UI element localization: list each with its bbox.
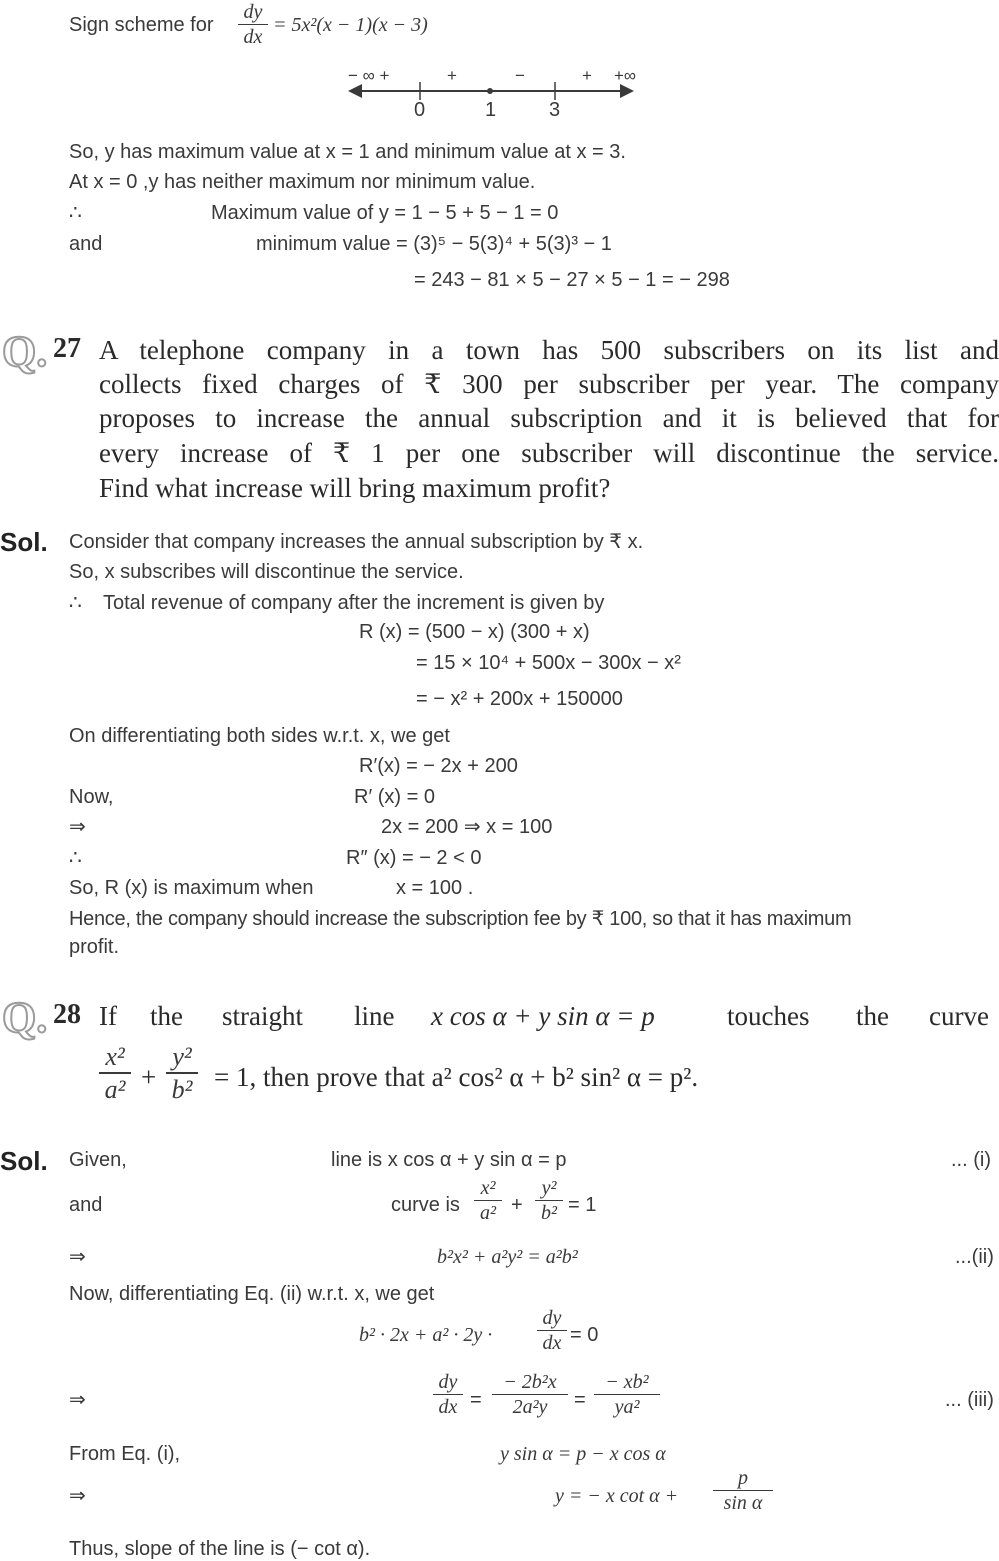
equals-sign: = [574, 1389, 586, 1411]
slope-fraction [492, 1370, 568, 1419]
therefore-symbol: ∴ [69, 847, 82, 869]
solution-label: Sol. [0, 527, 48, 557]
plus-sign: + [141, 1062, 157, 1092]
text-line: Thus, slope of the line is (− cot α). [69, 1538, 371, 1560]
derivative-fraction [537, 1306, 567, 1355]
text-line: At x = 0 ,y has neither maximum nor minimum value. [69, 171, 536, 193]
question-line: = 1, then prove that a² cos² α + b² sin² α = p². [214, 1062, 699, 1092]
equation-line: = − x² + 200x + 150000 [416, 688, 623, 710]
sign-plus-1: + [447, 66, 457, 85]
frac-denominator: ya² [614, 1396, 640, 1418]
frac-denominator: b² [171, 1075, 193, 1104]
frac-denominator: dx [243, 26, 263, 48]
sign-pos-inf: +∞ [614, 66, 637, 85]
text-line: So, x subscribes will discontinue the service. [69, 561, 464, 583]
sign-plus-2: + [582, 66, 592, 85]
question-line: every increase of ₹ 1 per one subscriber will discontinue the service. [99, 438, 999, 468]
therefore-symbol: ∴ [69, 592, 82, 614]
frac-numerator: dy [537, 1306, 567, 1331]
p-over-sin-fraction [713, 1466, 773, 1515]
text-line: and [69, 1194, 103, 1216]
frac-numerator: − 2b²x [492, 1370, 568, 1395]
frac-denominator: 2a²y [512, 1396, 548, 1418]
text-line: Hence, the company should increase the subscription fee by ₹ 100, so that it has maximum [69, 908, 852, 930]
text-line: Now, differentiating Eq. (ii) w.r.t. x, we get [69, 1283, 435, 1305]
equation-line: = 0 [570, 1324, 599, 1346]
equation-ref: ...(ii) [955, 1246, 994, 1268]
point-1 [487, 88, 493, 94]
question-number: 27 [53, 333, 81, 364]
curve-fraction-x [99, 1042, 131, 1106]
equation-ref: ... (iii) [945, 1389, 994, 1411]
derivative-fraction [433, 1370, 463, 1419]
equation-line: = 15 × 10⁴ + 500x − 300x − x² [416, 652, 681, 674]
implies-symbol: ⇒ [69, 816, 86, 838]
slope-fraction [594, 1370, 660, 1419]
question-word: the [150, 1001, 183, 1031]
text-line: So, R (x) is maximum when [69, 877, 314, 899]
question-word: the [856, 1001, 889, 1031]
sign-scheme-fraction [238, 0, 268, 49]
frac-numerator: − xb² [594, 1370, 660, 1395]
implies-symbol: ⇒ [69, 1246, 86, 1268]
frac-numerator: dy [433, 1370, 463, 1395]
point-label-0: 0 [414, 99, 426, 121]
frac-numerator: x² [99, 1042, 131, 1074]
question-line: proposes to increase the annual subscription and it is believed that for [99, 403, 999, 433]
frac-denominator: dx [542, 1332, 562, 1354]
plus-sign: + [511, 1194, 523, 1216]
text-line: Consider that company increases the annual subscription by ₹ x. [69, 531, 644, 553]
therefore-symbol: ∴ [69, 202, 82, 224]
text-line: Total revenue of company after the increment is given by [103, 592, 605, 614]
equation-line: y = − x cot α + [555, 1485, 679, 1507]
text-line: On differentiating both sides w.r.t. x, we get [69, 725, 450, 747]
text-line: Given, [69, 1149, 127, 1171]
text-line: Maximum value of y = 1 − 5 + 5 − 1 = 0 [211, 202, 559, 224]
frac-numerator: p [713, 1466, 773, 1491]
question-word: straight [222, 1001, 303, 1031]
question-word: line [354, 1001, 395, 1031]
frac-numerator: y² [166, 1042, 198, 1074]
equation-line: line is x cos α + y sin α = p [331, 1149, 567, 1171]
text-line: profit. [69, 936, 120, 958]
point-label-3: 3 [549, 99, 561, 121]
question-mark-logo: Q. [2, 993, 48, 1042]
text-line: From Eq. (i), [69, 1443, 181, 1465]
equation-line: = 243 − 81 × 5 − 27 × 5 − 1 = − 298 [414, 269, 730, 291]
curve-fraction-x [474, 1176, 502, 1225]
equation-line: R′ (x) = 0 [354, 786, 435, 808]
text-line: and [69, 233, 103, 255]
equation-line: y sin α = p − x cos α [500, 1443, 666, 1465]
question-line: A telephone company in a town has 500 subscribers on its list and [99, 335, 999, 365]
question-mark-logo: Q. [2, 327, 48, 376]
equation-ref: ... (i) [951, 1149, 991, 1171]
frac-denominator: a² [480, 1202, 496, 1224]
text-line: Now, [69, 786, 114, 808]
frac-numerator: y² [535, 1176, 563, 1201]
text-line: curve is [391, 1194, 460, 1216]
equation-line: 2x = 200 ⇒ x = 100 [381, 816, 553, 838]
equation-line: minimum value = (3)⁵ − 5(3)⁴ + 5(3)³ − 1 [256, 233, 612, 255]
equation-line: = 1 [568, 1194, 597, 1216]
question-line: Find what increase will bring maximum profit? [99, 473, 611, 503]
solution-label: Sol. [0, 1146, 48, 1176]
question-word: curve [929, 1001, 989, 1031]
frac-denominator: dx [438, 1396, 458, 1418]
question-number: 28 [53, 999, 81, 1030]
point-label-1: 1 [485, 99, 497, 121]
derivative-expression: = 5x²(x − 1)(x − 3) [273, 14, 428, 36]
frac-numerator: x² [474, 1176, 502, 1201]
equation-line: R (x) = (500 − x) (300 + x) [359, 621, 590, 643]
equation-line: x = 100 . [396, 877, 474, 899]
question-line: collects fixed charges of ₹ 300 per subscriber per year. The company [99, 369, 999, 399]
equation-line: R″ (x) = − 2 < 0 [346, 847, 482, 869]
frac-denominator: b² [541, 1202, 557, 1224]
text-line: So, y has maximum value at x = 1 and minimum value at x = 3. [69, 141, 626, 163]
line-equation: x cos α + y sin α = p [431, 1001, 655, 1031]
curve-fraction-y [166, 1042, 198, 1106]
equals-sign: = [470, 1389, 482, 1411]
implies-symbol: ⇒ [69, 1389, 86, 1411]
sign-minus: − [515, 66, 525, 85]
frac-numerator: dy [238, 0, 268, 25]
question-word: touches [727, 1001, 810, 1031]
number-line [348, 62, 658, 122]
sign-scheme-label: Sign scheme for [69, 14, 214, 36]
frac-denominator: sin α [723, 1492, 763, 1514]
curve-fraction-y [535, 1176, 563, 1225]
equation-line: b² · 2x + a² · 2y · [359, 1324, 493, 1346]
equation-line: b²x² + a²y² = a²b² [437, 1246, 578, 1268]
sign-neg-inf: − ∞ + [348, 66, 390, 85]
implies-symbol: ⇒ [69, 1485, 86, 1507]
equation-line: R′(x) = − 2x + 200 [359, 755, 518, 777]
question-word: If [99, 1001, 117, 1031]
frac-denominator: a² [104, 1075, 126, 1104]
